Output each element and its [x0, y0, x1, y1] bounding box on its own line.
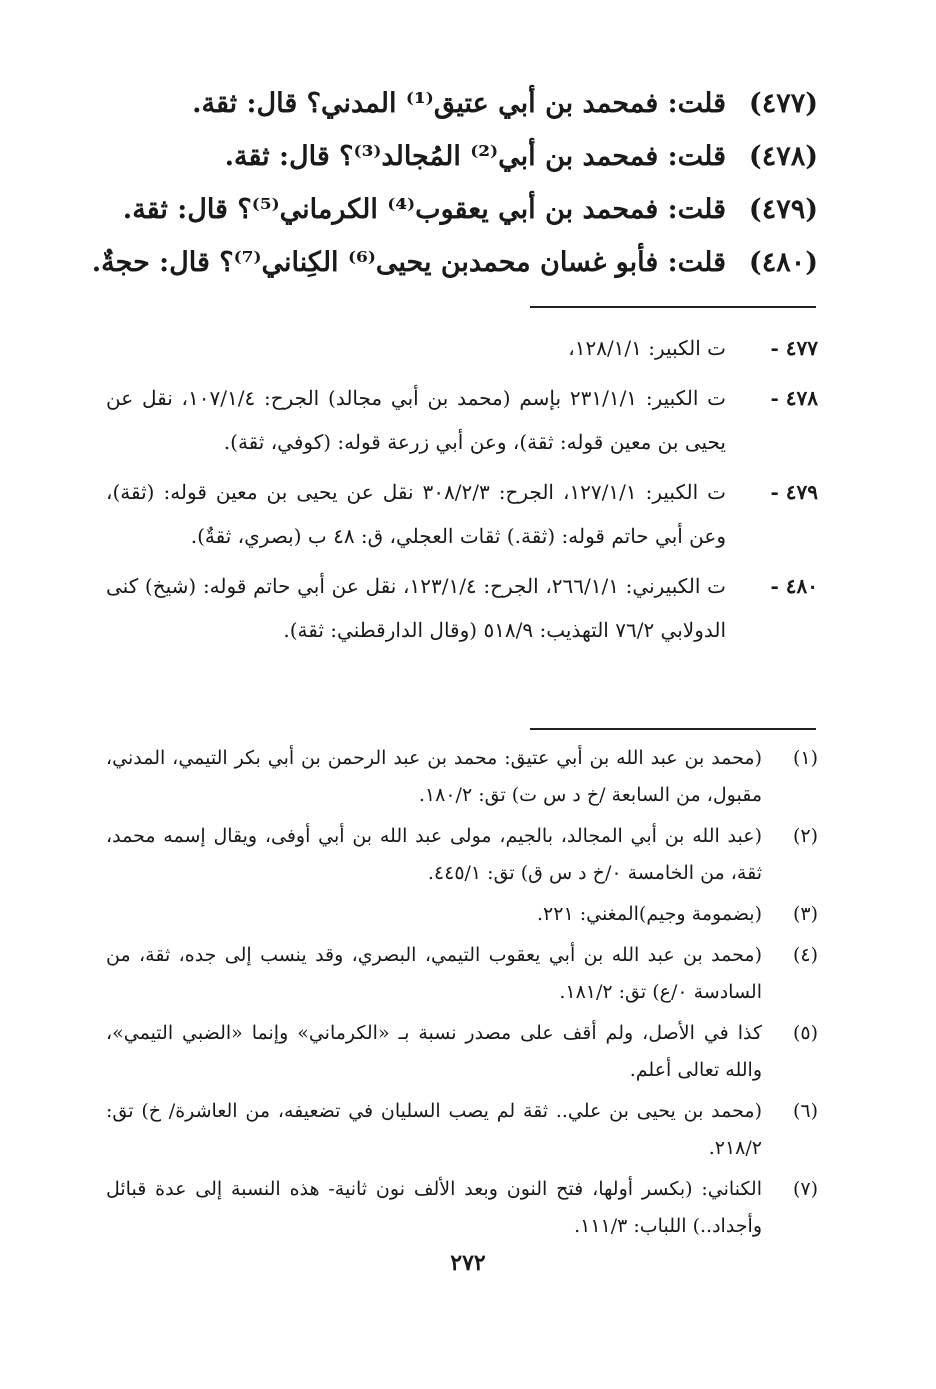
- entry-number: (٤٨٠): [748, 247, 818, 278]
- entry-478: [118, 141, 818, 194]
- footnote-number: (٢): [792, 825, 818, 847]
- footnote-text: الكناني: (بكسر أولها، فتح النون وبعد الألف نون ثانية- هذه النسبة إلى عدة قبائل وأجداد..) اللباب: ١١١/٣.: [106, 1178, 762, 1237]
- commentary-number: ٤٧٧ -: [770, 336, 818, 360]
- footnote-number: (٧): [792, 1178, 818, 1200]
- commentary-item-480: [106, 564, 818, 652]
- commentary-number: ٤٧٨ -: [770, 386, 818, 410]
- commentary-text: ت الكبير: ٢٣١/١/١ بإسم (محمد بن أبي مجالد) الجرح: ١٠٧/١/٤، نقل عن يحيى بن معين قوله: ثقة)، وعن أبي زرعة قوله: (كوفي، ثقة).: [106, 386, 726, 454]
- footnote-text: (محمد بن عبد الله بن أبي عتيق: محمد بن عبد الرحمن بن أبي بكر التيمي، المدني، مقبول، من السابعة /خ د س ت) تق: ١٨٠/٢.: [106, 747, 762, 806]
- entry-text: قلت: فمحمد بن أبي يعقوب⁽⁴⁾ الكرماني⁽⁵⁾؟ قال: ثقة.: [122, 194, 726, 225]
- footnote-number: (١): [792, 747, 818, 769]
- footnote-6: [106, 1093, 818, 1167]
- footnote-divider-rule: [530, 728, 816, 730]
- footnote-2: [106, 818, 818, 892]
- commentary-item-477: [106, 326, 818, 370]
- entry-number: (٤٧٨): [748, 141, 818, 172]
- commentary-section: [106, 326, 818, 658]
- entry-number: (٤٧٧): [748, 88, 818, 119]
- footnotes-section: [106, 740, 818, 1249]
- entry-480: [91, 247, 818, 300]
- commentary-text: ت الكبير: ١٢٨/١/١،: [568, 336, 726, 360]
- divider-rule: [530, 306, 816, 308]
- entry-477: [118, 88, 818, 141]
- commentary-number: ٤٨٠ -: [770, 574, 818, 598]
- entry-text: قلت: فمحمد بن أبي عتيق⁽¹⁾ المدني؟ قال: ثقة.: [192, 88, 726, 119]
- main-entries: [91, 88, 818, 300]
- footnote-7: [106, 1171, 818, 1245]
- footnote-text: (عبد الله بن أبي المجالد، بالجيم، مولى عبد الله بن أبي أوفى، ويقال إسمه محمد، ثقة، من الخامسة ٠/خ د س ق) تق: ٤٤٥/١.: [106, 825, 762, 884]
- entry-number: (٤٧٩): [748, 194, 818, 225]
- footnote-number: (٦): [792, 1100, 818, 1122]
- commentary-text: ت الكبير: ١٢٧/١/١، الجرح: ٣٠٨/٢/٣ نقل عن يحيى بن معين قوله: (ثقة)، وعن أبي حاتم قوله: (ثقة.) ثقات العجلي، ق: ٤٨ ب (بصري، ثقةٌ).: [106, 480, 726, 548]
- entry-text: قلت: فأبو غسان محمدبن يحيى⁽⁶⁾ الكِناني⁽⁷⁾؟ قال: حجةٌ.: [91, 247, 726, 278]
- commentary-text: ت الكبيرني: ٢٦٦/١/١، الجرح: ١٢٣/١/٤، نقل عن أبي حاتم قوله: (شيخ) كنى الدولابي ٧٦/٢ التهذيب: ٥١٨/٩ (وقال الدارقطني: ثقة).: [106, 574, 726, 642]
- commentary-number: ٤٧٩ -: [770, 480, 818, 504]
- commentary-item-479: [106, 470, 818, 558]
- page-number: ٢٧٢: [450, 1250, 486, 1276]
- footnote-number: (٥): [792, 1022, 818, 1044]
- footnote-3: [106, 896, 818, 933]
- footnote-5: [106, 1015, 818, 1089]
- footnote-text: (محمد بن عبد الله بن أبي يعقوب التيمي، البصري، وقد ينسب إلى جده، ثقة، من السادسة ٠/ع) تق: ١٨١/٢.: [106, 944, 762, 1003]
- entry-479: [118, 194, 818, 247]
- footnote-number: (٤): [792, 944, 818, 966]
- footnote-text: (بضمومة وجيم)المغني: ٢٢١.: [537, 903, 762, 925]
- entry-text: قلت: فمحمد بن أبي⁽²⁾ المُجالد⁽³⁾؟ قال: ثقة.: [224, 141, 726, 172]
- footnote-number: (٣): [792, 903, 818, 925]
- footnote-text: كذا في الأصل، ولم أقف على مصدر نسبة بـ «الكرماني» وإنما «الضبي التيمي»، والله تعالى أعلم.: [106, 1022, 762, 1081]
- footnote-4: [106, 937, 818, 1011]
- footnote-1: [106, 740, 818, 814]
- commentary-item-478: [106, 376, 818, 464]
- footnote-text: (محمد بن يحيى بن علي.. ثقة لم يصب السليان في تضعيفه، من العاشرة/ خ) تق: ٢١٨/٢.: [106, 1100, 762, 1159]
